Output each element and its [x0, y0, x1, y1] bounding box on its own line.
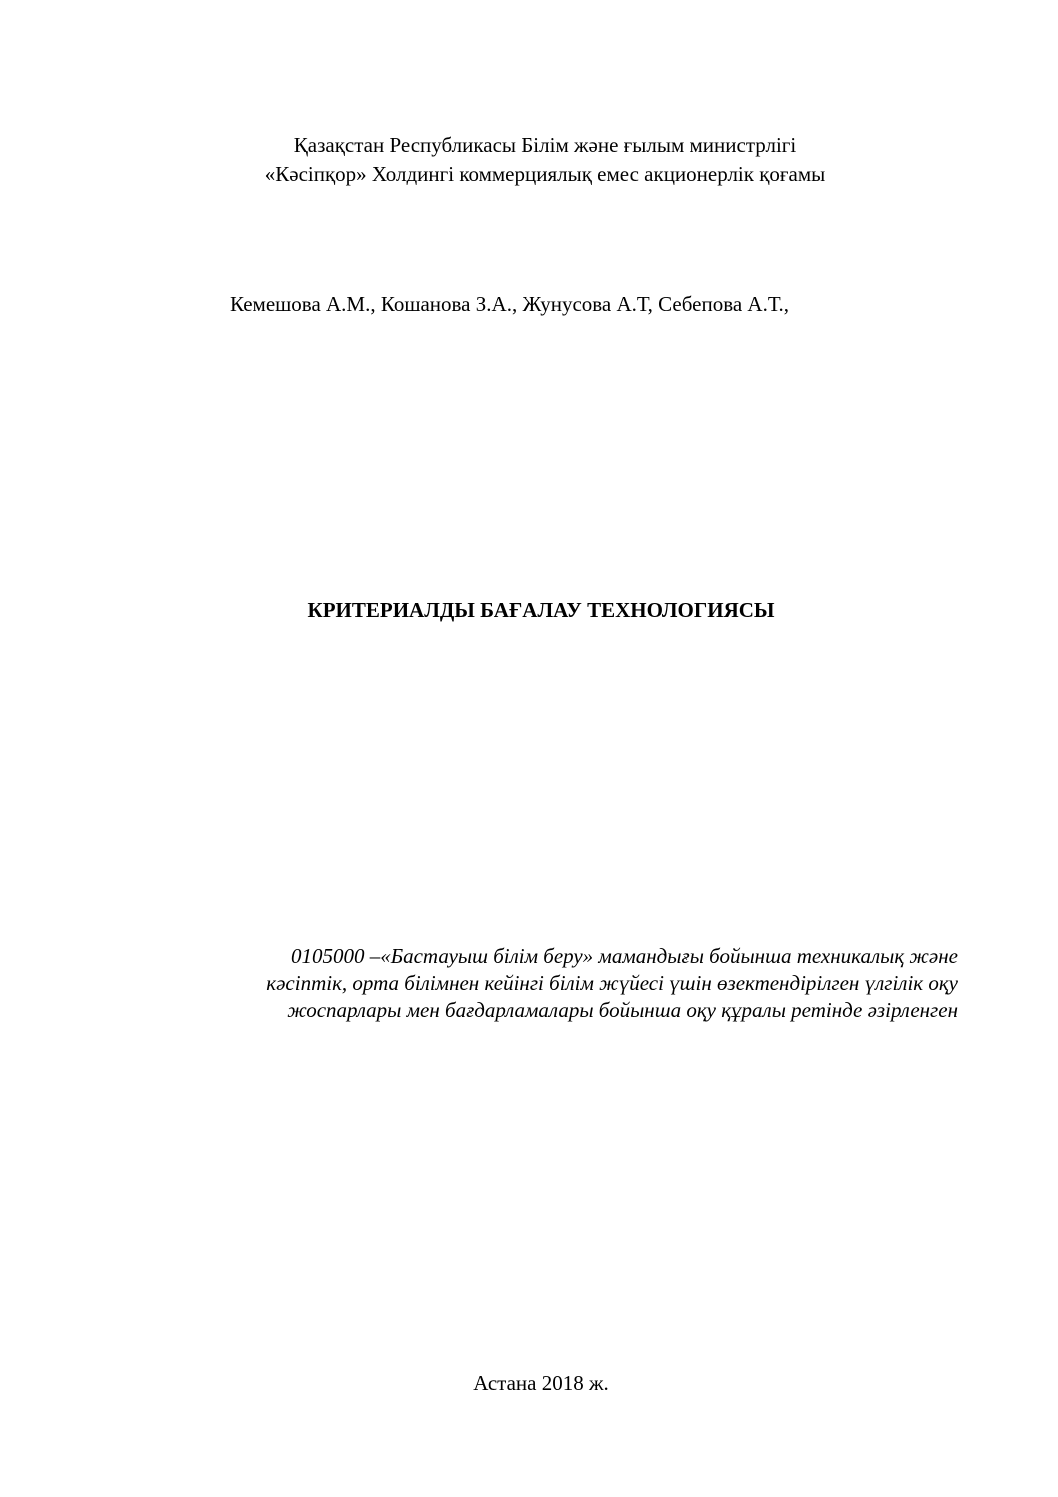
description-line-3: жоспарлары мен бағдарламалары бойынша оқу құралы ретінде әзірленген	[287, 998, 958, 1022]
document-title: КРИТЕРИАЛДЫ БАҒАЛАУ ТЕХНОЛОГИЯСЫ	[307, 598, 775, 622]
organization-name: «Кәсіпқор» Холдингі коммерциялық емес акционерлік қоғамы	[264, 162, 826, 186]
place-and-year: Астана 2018 ж.	[473, 1371, 609, 1395]
authors-line: Кемешова А.М., Кошанова З.А., Жунусова А.Т, Себепова А.Т.,	[230, 292, 790, 316]
description-line-2: кәсіптік, орта білімнен кейінгі білім жүйесі үшін өзектендірілген үлгілік оқу	[266, 971, 958, 995]
description-line-1: 0105000 –«Бастауыш білім беру» мамандығы бойынша техникалық және	[290, 944, 958, 968]
ministry-name: Қазақстан Республикасы Білім және ғылым министрлігі	[293, 133, 797, 157]
